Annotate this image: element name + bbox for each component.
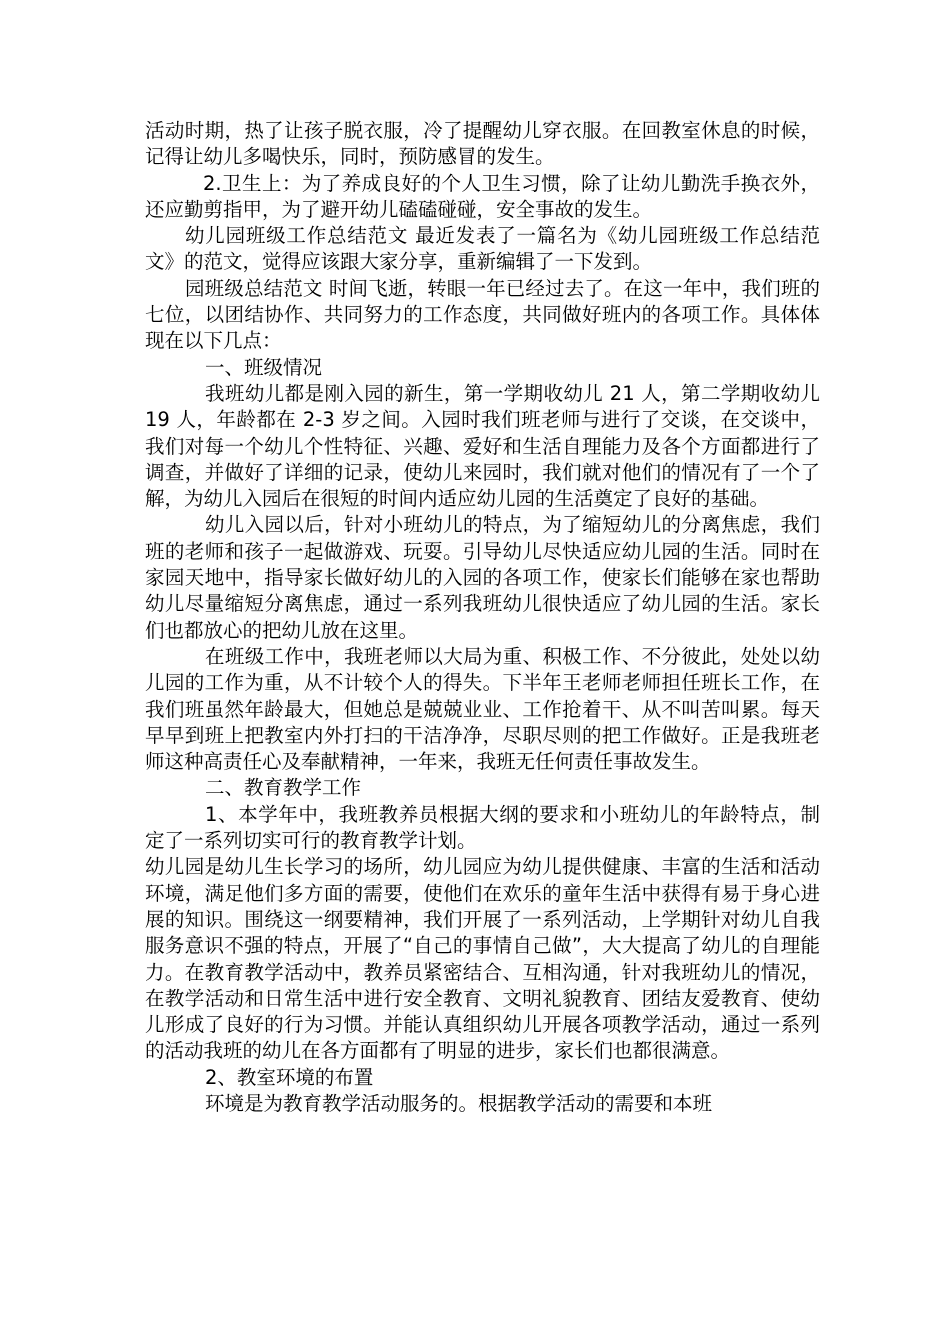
paragraph: 园班级总结范文 时间飞逝，转眼一年已经过去了。在这一年中，我们班的七位，以团结协作、共同努力的工作态度，共同做好班内的各项工作。具体体现在以下几点：	[145, 276, 820, 353]
paragraph: 幼儿园班级工作总结范文 最近发表了一篇名为《幼儿园班级工作总结范文》的范文，觉得应该跟大家分享，重新编辑了一下发到。	[145, 224, 820, 274]
section-heading: 二、教育教学工作	[205, 776, 362, 800]
paragraph: 活动时期，热了让孩子脱衣服，冷了提醒幼儿穿衣服。在回教室休息的时候，记得让幼儿多喝快乐，同时，预防感冒的发生。	[145, 119, 820, 169]
paragraph: 幼儿园是幼儿生长学习的场所，幼儿园应为幼儿提供健康、丰富的生活和活动环境，满足他们多方面的需要，使他们在欢乐的童年生活中获得有易于身心进展的知识。围绕这一纲要精神，我们开展了一系列活动，上学期针对幼儿自我服务意识不强的特点，开展了“自己的事情自己做”，大大提高了幼儿的自理能力。在教育教学活动中，教养员紧密结合、互相沟通，针对我班幼儿的情况，在教学活动和日常生活中进行安全教育、文明礼貌教育、团结友爱教育、使幼儿形成了良好的行为习惯。并能认真组织幼儿开展各项教学活动，通过一系列的活动我班的幼儿在各方面都有了明显的进步，家长们也都很满意。	[145, 855, 820, 1063]
section-heading: 2、教室环境的布置	[205, 1065, 374, 1089]
section-heading: 一、班级情况	[205, 355, 323, 379]
paragraph: 在班级工作中，我班老师以大局为重、积极工作、不分彼此，处处以幼儿园的工作为重，从不计较个人的得失。下半年王老师老师担任班长工作，在我们班虽然年龄最大，但她总是兢兢业业、工作抢着干、从不叫苦叫累。每天早早到班上把教室内外打扫的干洁净净，尽职尽则的把工作做好。正是我班老师这种高责任心及奉献精神，一年来，我班无任何责任事故发生。	[145, 644, 820, 774]
paragraph: 我班幼儿都是刚入园的新生，第一学期收幼儿 21 人，第二学期收幼儿 19 人，年龄都在 2-3 岁之间。入园时我们班老师与进行了交谈，在交谈中，我们对每一个幼儿个性特征、兴趣、爱好和生活自理能力及各个方面都进行了调查，并做好了详细的记录，使幼儿来园时，我们就对他们的情况有了一个了解，为幼儿入园后在很短的时间内适应幼儿园的生活奠定了良好的基础。	[145, 381, 820, 511]
paragraph: 2.卫生上：为了养成良好的个人卫生习惯，除了让幼儿勤洗手换衣外，还应勤剪指甲，为了避开幼儿磕磕碰碰，安全事故的发生。	[145, 171, 820, 221]
paragraph: 幼儿入园以后，针对小班幼儿的特点，为了缩短幼儿的分离焦虑，我们班的老师和孩子一起做游戏、玩耍。引导幼儿尽快适应幼儿园的生活。同时在家园天地中，指导家长做好幼儿的入园的各项工作，使家长们能够在家也帮助幼儿尽量缩短分离焦虑，通过一系列我班幼儿很快适应了幼儿园的生活。家长们也都放心的把幼儿放在这里。	[145, 513, 820, 642]
paragraph: 环境是为教育教学活动服务的。根据教学活动的需要和本班	[205, 1091, 713, 1115]
document-page	[145, 118, 820, 1117]
paragraph: 1、本学年中，我班教养员根据大纲的要求和小班幼儿的年龄特点，制定了一系列切实可行的教育教学计划。	[145, 802, 820, 853]
